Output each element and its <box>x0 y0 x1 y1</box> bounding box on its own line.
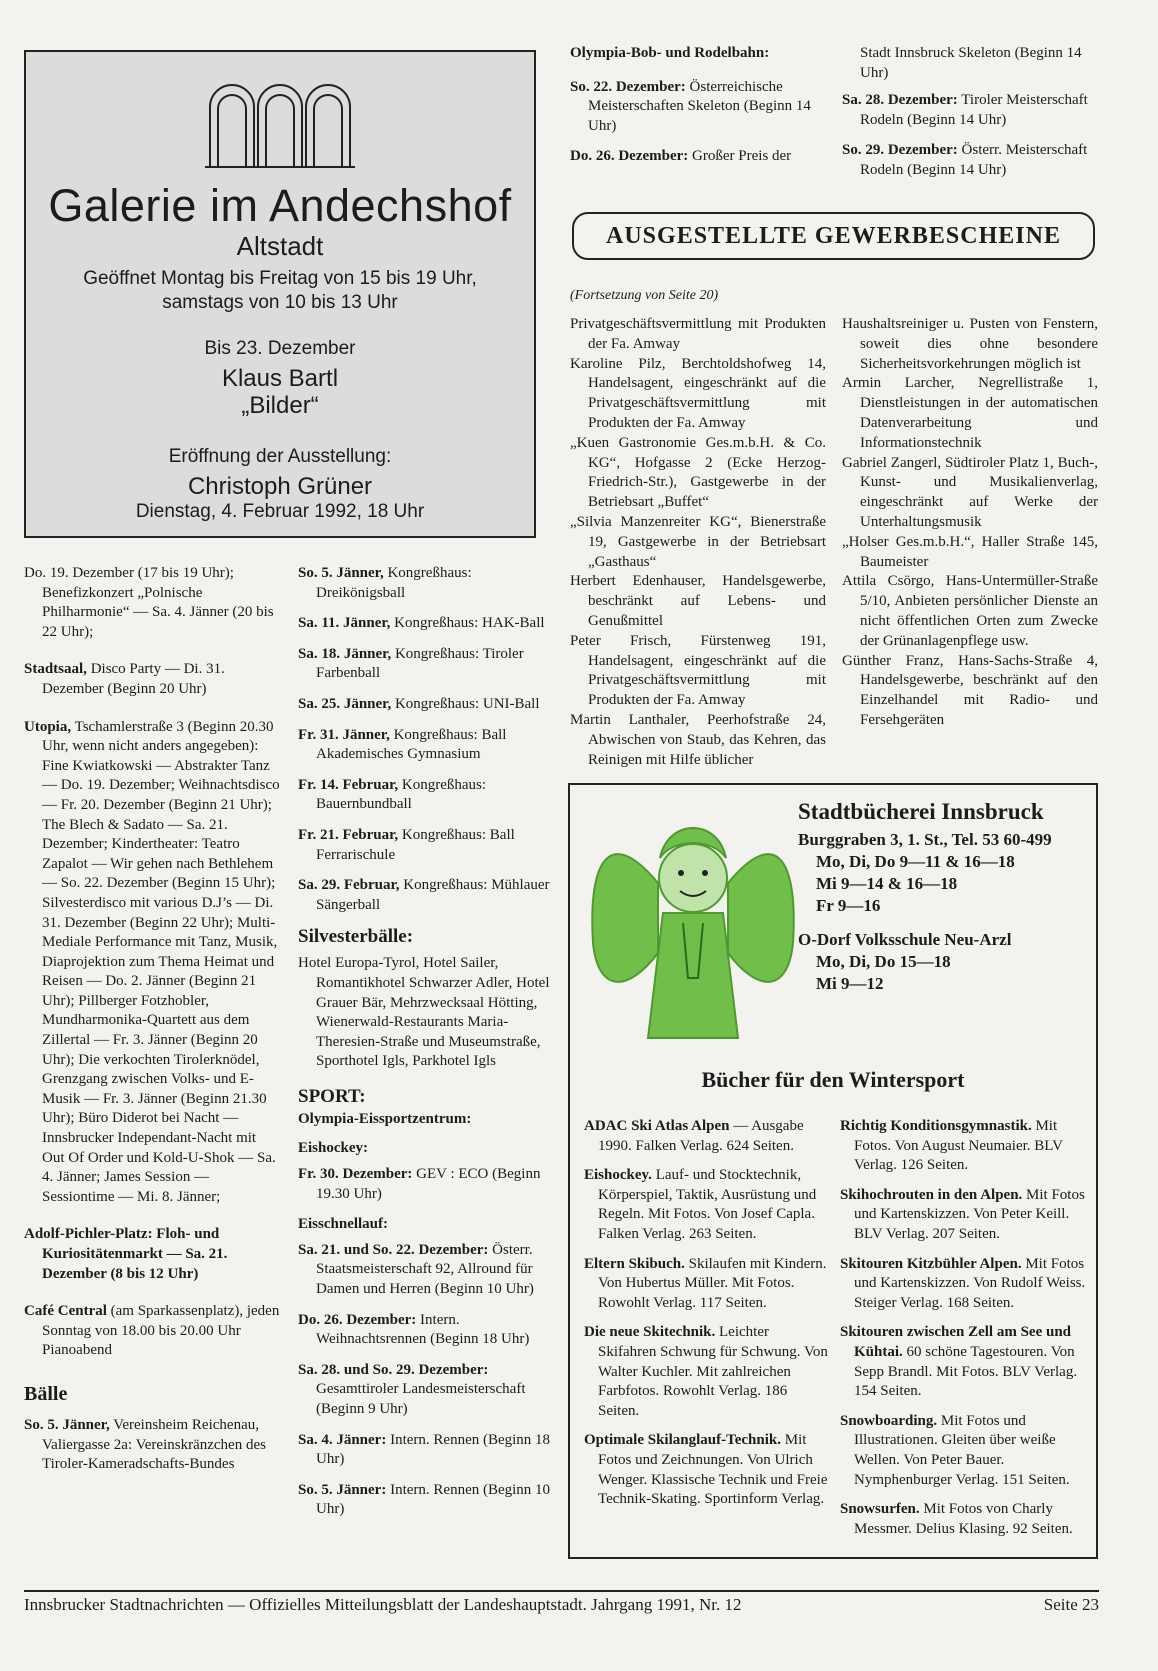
silvester-text: Hotel Europa-Tyrol, Hotel Sailer, Romantikhotel Schwarzer Adler, Hotel Grauer Bär, Mehrzwecksaal Hötting, Wienerwald-Restaurants Maria-Theresien-Straße und Museumstraße, Sporthotel Igls, Parkhotel Igls <box>298 955 550 1070</box>
book-item: Snowsurfen. Mit Fotos von Charly Messmer. Delius Klasing. 92 Seiten. <box>840 1501 1073 1537</box>
ball-item: Sa. 11. Jänner, Kongreßhaus: HAK-Ball <box>298 615 545 632</box>
list-item: So. 5. Jänner, Vereinsheim Reichenau, Valiergasse 2a: Vereinskränzchen des Tiroler-Kameradschafts-Bundes <box>24 1416 266 1473</box>
buecherei-box <box>568 783 1098 1559</box>
eisschnellauf-item: Sa. 28. und So. 29. Dezember: Gesamttiroler Landesmeisterschaft (Beginn 9 Uhr) <box>298 1361 526 1417</box>
books-column-left <box>584 1117 830 1520</box>
book-item: Eishockey. Lauf- und Stocktechnik, Körperspiel, Taktik, Ausrüstung und Regeln. Mit Fotos. Von Josef Capla. Falken Verlag. 263 Seiten. <box>584 1167 817 1242</box>
galerie-hours-2: samstags von 10 bis 13 Uhr <box>162 292 398 313</box>
eishockey-heading: Eishockey: <box>298 1140 369 1157</box>
gewerbeschein-item: Haushaltsreiniger u. Pusten von Fenstern, soweit dies ohne besondere Sicherheitsvorkehrungen möglich ist <box>842 316 1098 372</box>
gewerbeschein-item: Privatgeschäftsvermittlung mit Produkten der Fa. Amway <box>570 316 826 352</box>
book-item: Eltern Skibuch. Skilaufen mit Kindern. Von Hubertus Müller. Mit Fotos. Rowohlt Verlag. 117 Seiten. <box>584 1255 827 1311</box>
book-item: Skihochrouten in den Alpen. Mit Fotos und Kartenskizzen. Von Peter Keill. BLV Verlag. 207 Seiten. <box>840 1186 1085 1242</box>
branch-opening-hours: Mo, Di, Do 15—18 <box>816 952 951 971</box>
opening-hours: Mi 9—14 & 16—18 <box>816 874 958 893</box>
eisschnellauf-item: So. 5. Jänner: Intern. Rennen (Beginn 10 Uhr) <box>298 1481 551 1518</box>
silvester-heading: Silvesterbälle: <box>298 926 414 948</box>
gewerbeschein-item: Günther Franz, Hans-Sachs-Straße 4, Handelsgewerbe, beschränkt auf den Einzelhandel mit Radio- und Fersehgeräten <box>842 652 1098 728</box>
galerie-advertisement <box>24 50 536 538</box>
gewerbeschein-item: „Holser Ges.m.b.H.“, Haller Straße 145, Baumeister <box>842 533 1098 570</box>
eisschnellauf-item: Sa. 21. und So. 22. Dezember: Österr. Staatsmeisterschaft 92, Allround für Damen und Herren (Beginn 10 Uhr) <box>298 1241 534 1298</box>
page-footer <box>24 1590 1099 1620</box>
branch-opening-hours: Mi 9—12 <box>816 974 884 993</box>
galerie-work: „Bilder“ <box>241 392 319 419</box>
buecherei-address: Burggraben 3, 1. St., Tel. 53 60-499 <box>798 830 1052 849</box>
eisschnellauf-item: Do. 26. Dezember: Intern. Weihnachtsrennen (Beginn 18 Uhr) <box>298 1311 530 1348</box>
ball-item: Sa. 25. Jänner, Kongreßhaus: UNI-Ball <box>298 695 540 712</box>
gewerbe-continued: (Fortsetzung von Seite 20) <box>570 288 719 303</box>
galerie-opening-person: Christoph Grüner <box>187 473 373 500</box>
book-item: Richtig Konditionsgymnastik. Mit Fotos. Von August Neumaier. BLV Verlag. 126 Seiten. <box>840 1118 1063 1174</box>
sport-subheading: Olympia-Eissportzentrum: <box>298 1110 472 1127</box>
gewerbe-column-left <box>570 315 826 770</box>
opening-hours: Mo, Di, Do 9—11 & 16—18 <box>816 852 1015 871</box>
baelle-heading: Bälle <box>24 1382 68 1405</box>
book-item: Die neue Skitechnik. Leichter Skifahren Schwung für Schwung. Von Walter Kuchler. Mit zahlreichen Farbfotos. Rowohlt Verlag. 186 Seiten. <box>584 1324 828 1419</box>
gewerbeschein-item: Herbert Edenhauser, Handelsgewerbe, beschränkt auf Lebens- und Genußmittel <box>570 573 826 629</box>
book-item: Skitouren zwischen Zell am See und Kühtai. 60 schöne Tagestouren. Von Sepp Brandl. Mit Fotos. BLV Verlag. 154 Seiten. <box>840 1324 1078 1400</box>
arches-logo-icon <box>205 72 355 172</box>
bob-continued: Stadt Innsbruck Skeleton (Beginn 14 Uhr) <box>860 45 1082 81</box>
galerie-subtitle: Altstadt <box>236 231 324 261</box>
ball-item: So. 5. Jänner, Kongreßhaus: Dreikönigsball <box>298 565 472 601</box>
eishockey-item: Fr. 30. Dezember: GEV : ECO (Beginn 19.30 Uhr) <box>298 1166 541 1202</box>
event-item: Do. 19. Dezember (17 bis 19 Uhr); Benefizkonzert „Polnische Philharmonie“ — Sa. 4. Jänner (20 bis 22 Uhr); <box>24 565 274 640</box>
bob-column-right <box>842 44 1098 192</box>
bob-heading: Olympia-Bob- und Rodelbahn: <box>570 45 770 61</box>
gewerbe-column-right <box>842 315 1098 731</box>
book-item: Snowboarding. Mit Fotos und Illustrationen. Gleiten über weiße Wellen. Von Peter Bauer. Nymphenburger Verlag. 151 Seiten. <box>840 1412 1070 1488</box>
event-item: Utopia, Tschamlerstraße 3 (Beginn 20.30 Uhr, wenn nicht anders angegeben): Fine Kwiatkowski — Abstrakter Tanz — Do. 19. Dezember; Weihnachtsdisco — Fr. 20. Dezember (Beginn 21 Uhr); The Blech & Sadato — Sa. 21. Dezember; Kindertheater: Teatro Zapalot — Wir gehen nach Bethlehem — So. 22. Dezember (Beginn 15 Uhr); Silvesterdisco mit various D.J’s — Di. 31. Dezember (Beginn 22 Uhr); Multi-Mediale Performance mit Tanz, Musik, Diaprojektion zum Thema Heimat und Reisen — Do. 2. Jänner (Beginn 21 Uhr); Pillberger Fotzhobler, Mundharmonika-Quartett aus dem Zillertal — Fr. 3. Jänner (Beginn 20 Uhr); Die verkochten Tirolerknödel, Grenzgang zwischen Volks- und E-Musik — Fr. 3. Jänner (Beginn 21.30 Uhr); Büro Diderot bei Nacht — Innsbrucker Independant-Nacht mit Out Of Order und Kold-U-Shok — Sa. 4. Jänner; James Session — Sessiontime — Mi. 8. Jänner; <box>24 718 280 1205</box>
event-item: Adolf-Pichler-Platz: Floh- und Kuriositätenmarkt — Sa. 21. Dezember (8 bis 12 Uhr) <box>24 1226 228 1282</box>
eisschnellauf-item: Sa. 4. Jänner: Intern. Rennen (Beginn 18 Uhr) <box>298 1431 551 1468</box>
ball-item: Fr. 31. Jänner, Kongreßhaus: Ball Akademisches Gymnasium <box>298 726 507 763</box>
galerie-opening-date: Dienstag, 4. Februar 1992, 18 Uhr <box>135 501 425 522</box>
books-heading: Bücher für den Wintersport <box>701 1067 965 1092</box>
eisschnellauf-heading: Eisschnellauf: <box>298 1216 389 1233</box>
gewerbeschein-item: Karoline Pilz, Berchtoldshofweg 14, Handelsagent, eingeschränkt auf die Privatgeschäftsvermittlung mit Produkten der Fa. Amway <box>570 355 826 431</box>
gewerbeschein-item: Armin Larcher, Negrellistraße 1, Dienstleistungen in der automatischen Datenverarbeitung und Informationstechnik <box>842 375 1098 451</box>
footer-publication: Innsbrucker Stadtnachrichten — Offizielles Mitteilungsblatt der Landeshauptstadt. Jahrgang 1991, Nr. 12 <box>24 1595 742 1614</box>
galerie-opening-label: Eröffnung der Ausstellung: <box>168 446 392 467</box>
books-column-right <box>840 1117 1088 1549</box>
branch-name: O-Dorf Volksschule Neu-Arzl <box>798 930 1012 949</box>
gewerbeschein-item: „Silvia Manzenreiter KG“, Bienerstraße 19, Gastgewerbe in der Betriebsart „Gasthaus“ <box>570 513 826 570</box>
sport-heading: SPORT: <box>298 1085 366 1107</box>
gewerbe-heading: AUSGESTELLTE GEWERBESCHEINE <box>572 212 1095 260</box>
rodel-item: Do. 26. Dezember: Großer Preis der <box>570 148 792 165</box>
gewerbeschein-item: Peter Frisch, Fürstenweg 191, Handelsagent, eingeschränkt auf die Privatgeschäftsvermittlung mit Produkten der Fa. Amway <box>570 632 826 709</box>
rodel-item: Sa. 28. Dezember: Tiroler Meisterschaft Rodeln (Beginn 14 Uhr) <box>842 92 1088 128</box>
page-number: Seite 23 <box>1043 1595 1099 1614</box>
event-item: Stadtsaal, Disco Party — Di. 31. Dezember (Beginn 20 Uhr) <box>24 661 225 697</box>
ball-item: Fr. 21. Februar, Kongreßhaus: Ball Ferrarischule <box>298 826 515 863</box>
rodel-item: So. 22. Dezember: Österreichische Meisterschaften Skeleton (Beginn 14 Uhr) <box>570 78 811 134</box>
event-item: Café Central (am Sparkassenplatz), jeden Sonntag von 18.00 bis 20.00 Uhr Pianoabend <box>24 1303 280 1359</box>
gewerbeschein-item: Attila Csörgo, Hans-Untermüller-Straße 5/10, Anbieten persönlicher Dienste an nicht öffentlichen Orten zum Zwecke der Grünanlagenpflege usw. <box>842 573 1098 649</box>
galerie-until: Bis 23. Dezember <box>204 338 356 359</box>
angel-drawing-icon <box>588 803 798 1043</box>
book-item: Optimale Skilanglauf-Technik. Mit Fotos und Zeichnungen. Von Ulrich Wenger. Klassische Technik und Freie Technik-Skating. Sportinform Verlag. <box>584 1432 828 1508</box>
ball-item: Sa. 18. Jänner, Kongreßhaus: Tiroler Farbenball <box>298 645 524 682</box>
ball-item: Fr. 14. Februar, Kongreßhaus: Bauernbundball <box>298 776 487 813</box>
ball-item: Sa. 29. Februar, Kongreßhaus: Mühlauer Sängerball <box>298 877 550 913</box>
galerie-artist: Klaus Bartl <box>221 365 339 392</box>
rodel-item: So. 29. Dezember: Österr. Meisterschaft Rodeln (Beginn 14 Uhr) <box>842 142 1088 178</box>
galerie-title: Galerie im Andechshof <box>48 180 512 231</box>
book-item: Skitouren Kitzbühler Alpen. Mit Fotos und Kartenskizzen. Von Rudolf Weiss. Steiger Verlag. 168 Seiten. <box>840 1255 1086 1311</box>
bob-column-left <box>570 44 826 178</box>
opening-hours: Fr 9—16 <box>816 896 881 915</box>
gewerbeschein-item: „Kuen Gastronomie Ges.m.b.H. & Co. KG“, Hofgasse 2 (Ecke Herzog-Friedrich-Str.), Gastgewerbe in der Betriebsart „Buffet“ <box>570 434 826 511</box>
events-column-1 <box>24 564 280 1486</box>
events-column-2 <box>298 564 552 1531</box>
gewerbeschein-item: Martin Lanthaler, Peerhofstraße 24, Abwischen von Staub, das Kehren, das Reinigen mit Hilfe üblicher <box>570 711 826 768</box>
buecherei-title: Stadtbücherei Innsbruck <box>798 799 1044 824</box>
gewerbeschein-item: Gabriel Zangerl, Südtiroler Platz 1, Buch-, Kunst- und Musikalienverlag, eingeschränkt auf Werke der Unterhaltungsmusik <box>842 454 1098 530</box>
galerie-hours-1: Geöffnet Montag bis Freitag von 15 bis 19 Uhr, <box>83 268 477 289</box>
book-item: ADAC Ski Atlas Alpen — Ausgabe 1990. Falken Verlag. 624 Seiten. <box>584 1118 804 1154</box>
